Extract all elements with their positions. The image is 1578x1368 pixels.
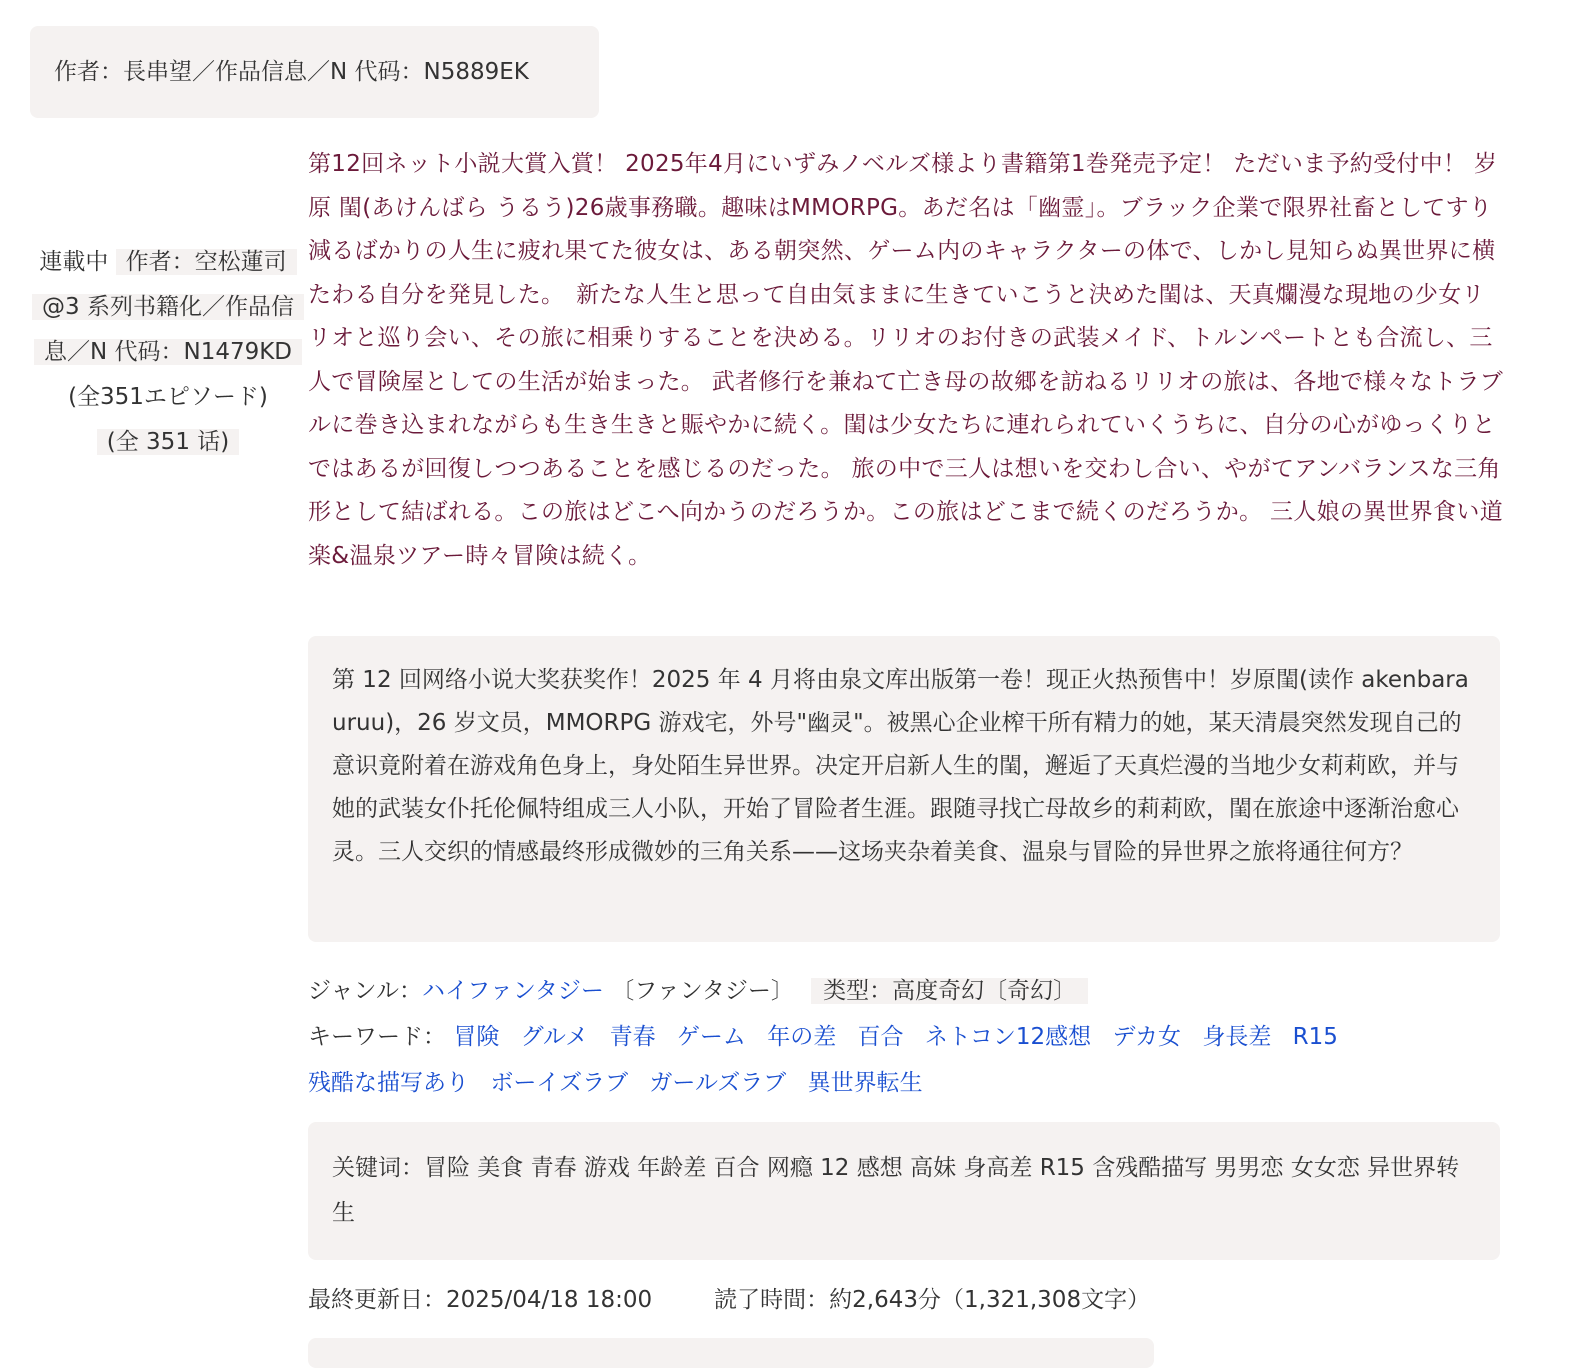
last-updated: 最終更新日：2025/04/18 18:00 <box>308 1287 653 1313</box>
keyword-translation-box <box>308 1122 1500 1260</box>
episode-count-cn: (全 351 话) <box>97 429 239 455</box>
keyword-translation: 关键词：冒险 美食 青春 游戏 年龄差 百合 网瘾 12 感想 高妹 身高差 R15 含残酷描写 男男恋 女女恋 异世界转生 <box>332 1155 1460 1226</box>
genre-link[interactable]: ハイファンタジー <box>421 978 604 1004</box>
author-info-text: 作者：長串望／作品信息／N 代码：N5889EK <box>54 59 529 85</box>
synopsis-translation: 第 12 回网络小说大奖获奖作！2025 年 4 月将由泉文库出版第一卷！现正火热预售中！岁原閨(读作 akenbara uruu)，26 岁文员，MMORPG 游戏宅，外号"幽灵"。被黑心企业榨干所有精力的她，某天清晨突然发现自己的意识竟附着在游戏角色身上，身处陌生异世界。决定开启新人生的閨，邂逅了天真烂漫的当地少女莉莉欧，并与她的武装女仆托伦佩特组成三人小队，开始了冒险者生涯。跟随寻找亡母故乡的莉莉欧，閨在旅途中逐渐治愈心灵。三人交织的情感最终形成微妙的三角关系——这场夹杂着美食、温泉与冒险的异世界之旅将通往何方？ <box>332 667 1469 865</box>
author-info-box <box>30 26 599 118</box>
synopsis-text: 第12回ネット小説大賞入賞！ 2025年4月にいずみノベルズ様より書籍第1巻発売予定！ ただいま予約受付中！ 岁原 閨(あけんばら うるう)26歳事務職。趣味はMMORPG。あだ名は「幽霊」。ブラック企業で限界社畜としてすり減るばかりの人生に疲れ果てた彼女は、ある朝突然、ゲーム内のキャラクターの体で、しかし見知らぬ異世界に横たわる自分を発見した。 新たな人生と思って自由気ままに生きていこうと決めた閨は、天真爛漫な現地の少女リリオと巡り会い、その旅に相乗りすることを決める。リリオのお付きの武装メイド、トルンペートとも合流し、三人で冒険屋としての生活が始まった。 武者修行を兼ねて亡き母の故郷を訪ねるリリオの旅は、各地で様々なトラブルに巻き込まれながらも生き生きと賑やかに続く。閨は少女たちに連れられていくうちに、自分の心がゆっくりとではあるが回復しつつあることを感じるのだった。 旅の中で三人は想いを交わし合い、やがてアンバランスな三角形として結ばれる。この旅はどこへ向かうのだろうか。この旅はどこまで続くのだろうか。 三人娘の異世界食い道楽&温泉ツアー時々冒険は続く。 <box>308 151 1504 569</box>
episode-count-jp: (全351エピソード) <box>68 384 268 410</box>
genre-parent: 〔ファンタジー〕 <box>611 978 794 1004</box>
status-block <box>28 240 308 375</box>
reading-time: 読了時間：約2,643分（1,321,308文字） <box>714 1287 1151 1313</box>
update-info <box>308 1278 1150 1322</box>
keyword-link[interactable]: ネトコン12感想 <box>924 1024 1092 1050</box>
keyword-link[interactable]: R15 <box>1292 1024 1338 1050</box>
genre-label: ジャンル： <box>308 978 422 1004</box>
keyword-link[interactable]: 残酷な描写あり <box>308 1070 469 1096</box>
keyword-link[interactable]: ボーイズラブ <box>490 1070 629 1096</box>
genre-translation: 类型：高度奇幻〔奇幻〕 <box>811 978 1088 1004</box>
author-series-info: 作者：空松蓮司@3 系列书籍化／作品信息／N 代码：N1479KD <box>32 249 304 365</box>
keyword-link[interactable]: ガールズラブ <box>649 1070 787 1096</box>
keyword-link[interactable]: グルメ <box>520 1024 589 1050</box>
keyword-link[interactable]: 身長差 <box>1202 1024 1272 1050</box>
serial-status: 連載中 <box>39 249 109 275</box>
keyword-link[interactable]: 冒険 <box>453 1024 500 1050</box>
episode-count-cn-wrap <box>28 420 308 465</box>
genre-line <box>308 968 1088 1014</box>
keyword-link[interactable]: デカ女 <box>1112 1024 1182 1050</box>
keyword-link[interactable]: 百合 <box>857 1024 904 1050</box>
synopsis-translation-box <box>308 636 1500 942</box>
keyword-link[interactable]: 青春 <box>609 1024 656 1050</box>
novel-status-column <box>28 240 308 465</box>
keyword-link[interactable]: ゲーム <box>676 1024 746 1050</box>
keyword-link[interactable]: 異世界転生 <box>807 1070 923 1096</box>
keyword-label: キーワード： <box>308 1024 446 1050</box>
bottom-info-box <box>308 1338 1154 1368</box>
keyword-list <box>308 1014 1428 1106</box>
keyword-link[interactable]: 年の差 <box>767 1024 837 1050</box>
